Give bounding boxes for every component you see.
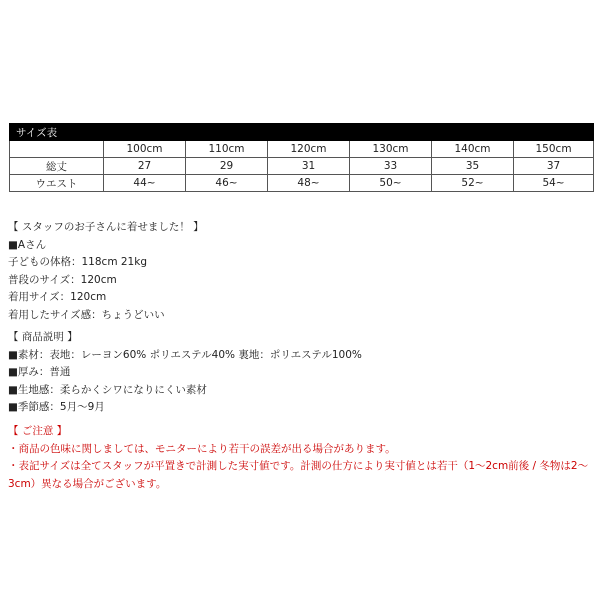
notice-line: ・商品の色味に関しましては、モニターにより若干の誤差が出る場合があります。 (8, 442, 396, 455)
product-description-section (8, 329, 362, 417)
section-heading: 【 ご注意 】 (8, 425, 68, 437)
size-table-header-row (10, 141, 594, 158)
size-table-title: サイズ表 (10, 124, 594, 141)
size-table (9, 123, 594, 192)
size-column-header: 150cm (514, 141, 594, 158)
table-cell: 44~ (104, 175, 186, 192)
table-cell: 27 (104, 158, 186, 175)
row-label-total-length: 総丈 (10, 158, 104, 175)
row-label-waist: ウエスト (10, 175, 104, 192)
size-table-row-waist (10, 175, 594, 192)
table-cell: 52~ (432, 175, 514, 192)
table-cell: 37 (514, 158, 594, 175)
section-line: 子どもの体格：118cm 21kg (8, 256, 147, 268)
section-line: ■厚み：普通 (8, 366, 71, 378)
section-line: ■生地感：柔らかくシワになりにくい素材 (8, 383, 207, 396)
section-line: 着用サイズ：120cm (8, 291, 107, 303)
section-line: 普段のサイズ：120cm (8, 273, 117, 286)
notice-line: ・表記サイズは全てスタッフが平置きで計測した実寸値です。計測の仕方により実寸値とは若干（1〜2cm前後 / 冬物は2〜3cm）異なる場合がございます。 (8, 460, 589, 490)
size-table-row-length (10, 158, 594, 175)
size-column-header: 130cm (350, 141, 432, 158)
size-column-header: 120cm (268, 141, 350, 158)
notice-section (8, 423, 596, 493)
size-column-header: 100cm (104, 141, 186, 158)
size-table-title-row (10, 124, 594, 141)
table-cell: 50~ (350, 175, 432, 192)
table-cell: 33 (350, 158, 432, 175)
size-table-corner-cell (10, 141, 104, 158)
size-column-header: 110cm (186, 141, 268, 158)
section-line: 着用したサイズ感：ちょうどいい (8, 308, 165, 321)
size-column-header: 140cm (432, 141, 514, 158)
table-cell: 48~ (268, 175, 350, 192)
table-cell: 54~ (514, 175, 594, 192)
staff-fitting-section (8, 219, 204, 324)
section-heading: 【 商品説明 】 (8, 331, 78, 343)
table-cell: 46~ (186, 175, 268, 192)
table-cell: 35 (432, 158, 514, 175)
section-heading: 【 スタッフのお子さんに着せました！ 】 (8, 221, 204, 233)
table-cell: 29 (186, 158, 268, 175)
section-line: ■Aさん (8, 238, 47, 251)
section-line: ■素材：表地：レーヨン60% ポリエステル40% 裏地：ポリエステル100% (8, 348, 362, 361)
table-cell: 31 (268, 158, 350, 175)
section-line: ■季節感：5月〜9月 (8, 401, 105, 413)
